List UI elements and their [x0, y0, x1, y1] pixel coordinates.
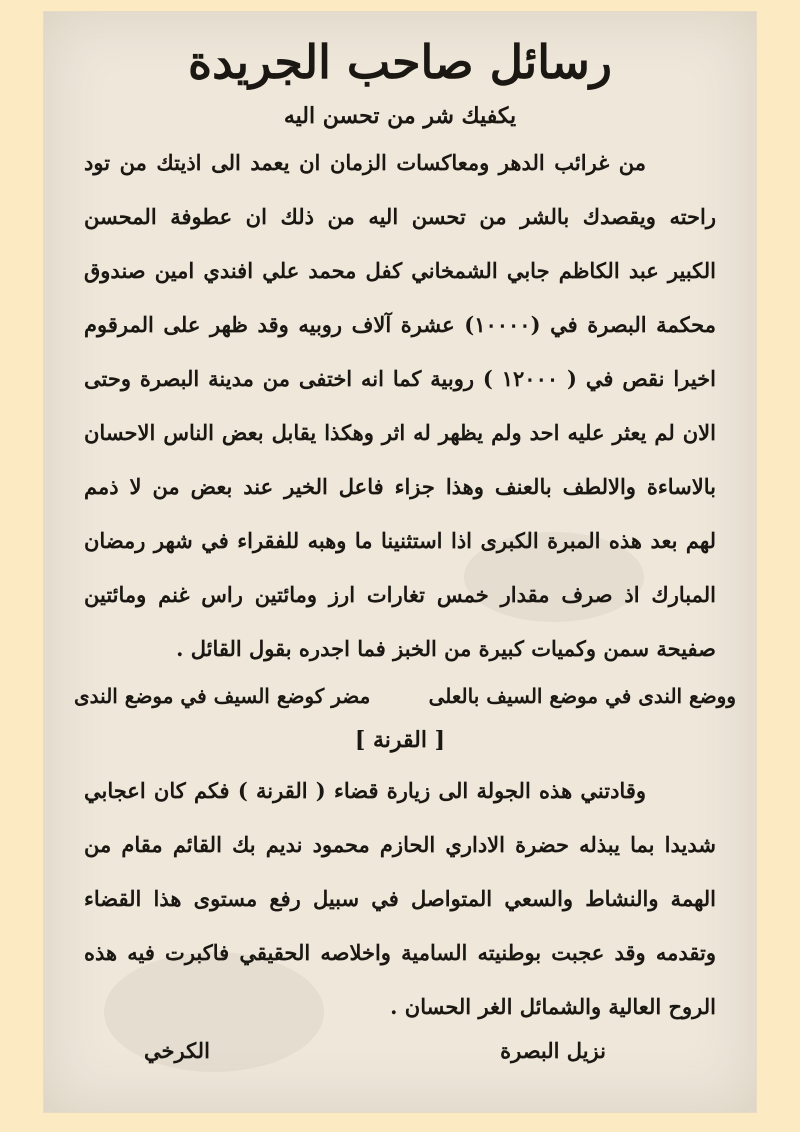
article-subtitle: يكفيك شر من تحسن اليه [283, 103, 517, 129]
poetry-verse [74, 676, 736, 716]
newspaper-scan [44, 12, 756, 1112]
article-clipping [44, 12, 756, 1112]
signature-block [84, 1038, 716, 1063]
text-line: شديدا بما يبذله حضرة الاداري الحازم محمود نديم بك القائم مقام من [84, 832, 716, 857]
text-line: الكبير عبد الكاظم جابي الشمخاني كفل محمد علي افندي امين صندوق [84, 258, 716, 283]
signature-location: نزيل البصرة [500, 1038, 606, 1063]
article-title: رسائل صاحب الجريدة [187, 35, 613, 89]
text-line: الروح العالية والشمائل الغر الحسان . [390, 994, 716, 1019]
paragraph-2 [84, 764, 716, 1034]
text-line: بالاساءة والالطف بالعنف وهذا جزاء فاعل الخير عند بعض من لا ذمم [84, 474, 716, 499]
text-line: لهم بعد هذه المبرة الكبرى اذا استثنينا ما وهبه للفقراء في شهر رمضان [84, 528, 716, 553]
text-line: الان لم يعثر عليه احد ولم يظهر له اثر وهكذا يقابل بعض الناس الاحسان [84, 420, 716, 445]
text-line: وقادتني هذه الجولة الى زيارة قضاء ( القرنة ) فكم كان اعجابي [84, 778, 646, 803]
section-heading: [ القرنة ] [354, 727, 446, 753]
text-line: الهمة والنشاط والسعي المتواصل في سبيل رفع مستوى هذا القضاء [84, 886, 716, 911]
verse-second-hemistich: مضر كوضع السيف في موضع الندى [74, 684, 371, 708]
text-line: اخيرا نقص في ( ١٢٠٠٠ ) روبية كما انه اختفى من مدينة البصرة وحتى [84, 366, 716, 391]
verse-first-hemistich: ووضع الندى في موضع السيف بالعلى [428, 684, 736, 708]
text-line: راحته ويقصدك بالشر من تحسن اليه من ذلك ان عطوفة المحسن [84, 204, 716, 229]
signature-author: الكرخي [144, 1038, 210, 1063]
text-line: وتقدمه وقد عجبت بوطنيته السامية واخلاصه الحقيقي فاكبرت فيه هذه [84, 940, 716, 965]
text-line: محكمة البصرة في (١٠٠٠٠) عشرة آلاف روبيه وقد ظهر على المرقوم [84, 312, 716, 337]
paragraph-1 [84, 136, 716, 676]
text-line: من غرائب الدهر ومعاكسات الزمان ان يعمد الى اذيتك من تود [84, 150, 646, 175]
text-line: صفيحة سمن وكميات كبيرة من الخبز فما اجدره بقول القائل . [176, 636, 716, 661]
text-line: المبارك اذ صرف مقدار خمس تغارات ارز ومائتين راس غنم ومائتين [84, 582, 716, 607]
